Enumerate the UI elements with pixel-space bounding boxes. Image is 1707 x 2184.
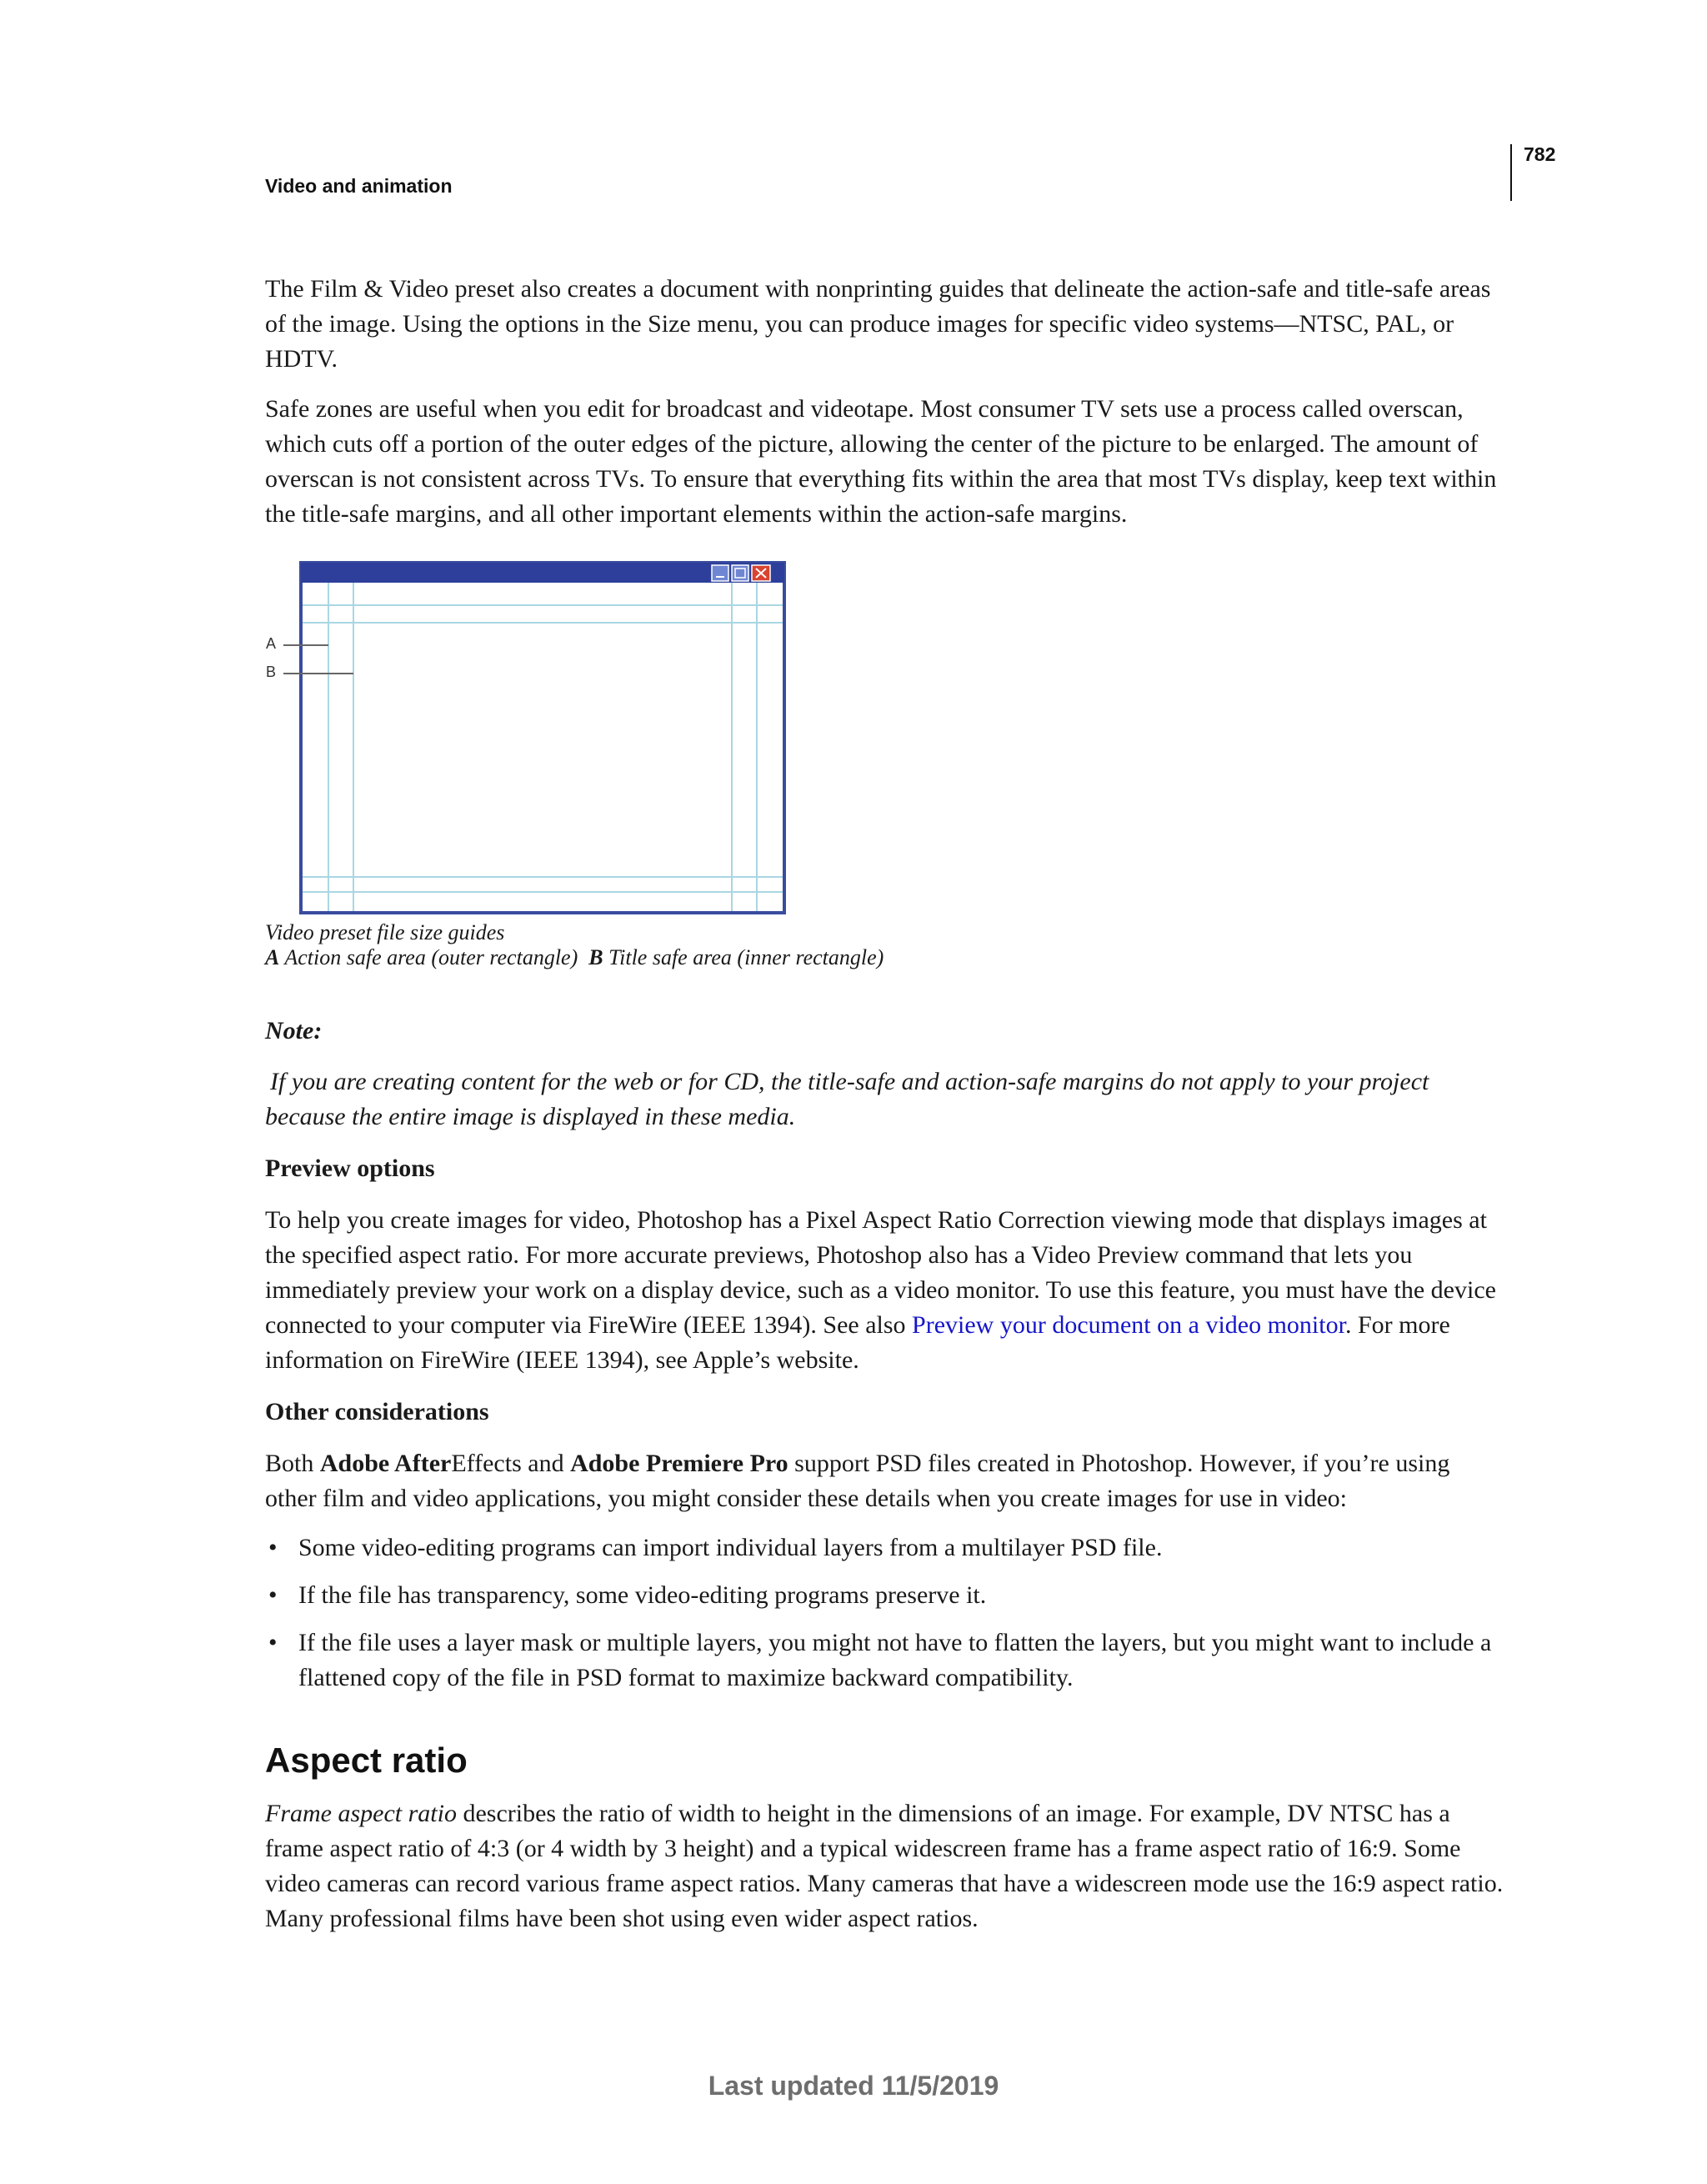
last-updated-footer: Last updated 11/5/2019: [708, 2071, 999, 2101]
caption-a-letter: A: [265, 945, 280, 969]
header-divider: [1510, 144, 1512, 201]
frame-aspect-ratio-term: Frame aspect ratio: [265, 1800, 457, 1827]
preview-text-before-link: To help you create images for video, Photoshop has a Pixel Aspect Ratio Correction viewing mode that displays images at the specified aspect ratio. For more accurate previews, Photoshop also has a Video Preview command that lets you immediately preview your work on a display device, such as a video monitor. To use this feature, you must have the device connected to your computer via FireWire (IEEE 1394). See also: [265, 1206, 1496, 1339]
aspect-ratio-paragraph: [265, 1796, 1504, 1936]
preview-video-monitor-link[interactable]: Preview your document on a video monitor: [912, 1311, 1345, 1339]
considerations-list: [265, 1530, 1504, 1696]
bullet-text: If the file has transparency, some video-editing programs preserve it.: [298, 1581, 987, 1609]
other-considerations-paragraph: [265, 1446, 1504, 1516]
intro-paragraph-1: The Film & Video preset also creates a document with nonprinting guides that delineate the action-safe and title-safe areas of the image. Using the options in the Size menu, you can produce images for specific video systems—NTSC, PAL, or HDTV.: [265, 275, 1491, 373]
premiere-pro-bold: Adobe Premiere Pro: [570, 1450, 788, 1477]
caption-b-letter: B: [588, 945, 603, 969]
aspect-ratio-heading: Aspect ratio: [265, 1741, 468, 1780]
bullet-icon: •: [268, 1534, 278, 1561]
preview-options-heading: Preview options: [265, 1155, 435, 1182]
window-illustration: [265, 559, 798, 917]
video-guides-figure: [265, 559, 798, 917]
list-item: [265, 1625, 1504, 1696]
window-frame: [301, 563, 784, 913]
figure-caption-legend: [265, 945, 1504, 970]
other-text-2: Effects and: [451, 1450, 571, 1477]
other-considerations-heading: Other considerations: [265, 1398, 489, 1425]
note-label: Note:: [265, 1017, 323, 1044]
preview-text-after-link: . For more information on FireWire (IEEE 1394), see Apple’s website.: [265, 1311, 1450, 1374]
preview-options-paragraph: [265, 1203, 1504, 1378]
bullet-icon: •: [268, 1629, 278, 1656]
caption-b-text: Title safe area (inner rectangle): [608, 945, 884, 969]
figure-caption-title: Video preset file size guides: [265, 920, 505, 944]
bullet-icon: •: [268, 1581, 278, 1609]
minimize-icon: [712, 565, 728, 581]
bullet-text: If the file uses a layer mask or multiple layers, you might not have to flatten the layers, but you might want to include a flattened copy of the file in PSD format to maximize backward compatibility.: [298, 1629, 1492, 1691]
bullet-text: Some video-editing programs can import individual layers from a multilayer PSD file.: [298, 1534, 1163, 1561]
other-text-3: support PSD files created in Photoshop. However, if you’re using other film and video applications, you might consider these details when you create images for use in video:: [265, 1450, 1450, 1512]
note-text: If you are creating content for the web or for CD, the title-safe and action-safe margins do not apply to your project because the entire image is displayed in these media.: [265, 1068, 1429, 1130]
running-header: Video and animation: [265, 175, 453, 197]
list-item: [265, 1530, 1504, 1565]
other-text-1: Both: [265, 1450, 320, 1477]
intro-paragraph-2: Safe zones are useful when you edit for broadcast and videotape. Most consumer TV sets use a process called overscan, which cuts off a portion of the outer edges of the picture, allowing the center of the picture to be enlarged. The amount of overscan is not consistent across TVs. To ensure that everything fits within the area that most TVs display, keep text within the title-safe margins, and all other important elements within the action-safe margins.: [265, 395, 1497, 528]
callout-label-a: A: [266, 635, 277, 652]
after-effects-bold: Adobe After: [319, 1450, 452, 1477]
page-number: 782: [1524, 143, 1556, 165]
list-item: [265, 1578, 1504, 1613]
callout-label-b: B: [266, 664, 277, 680]
aspect-ratio-text: describes the ratio of width to height in the dimensions of an image. For example, DV NTSC has a frame aspect ratio of 4:3 (or 4 width by 3 height) and a typical widescreen frame has a frame aspect ratio of 16:9. Some video cameras can record various frame aspect ratios. Many cameras that have a widescreen mode use the 16:9 aspect ratio. Many professional films have been shot using even wider aspect ratios.: [265, 1800, 1504, 1932]
maximize-icon: [732, 565, 748, 581]
caption-a-text: Action safe area (outer rectangle): [284, 945, 578, 969]
